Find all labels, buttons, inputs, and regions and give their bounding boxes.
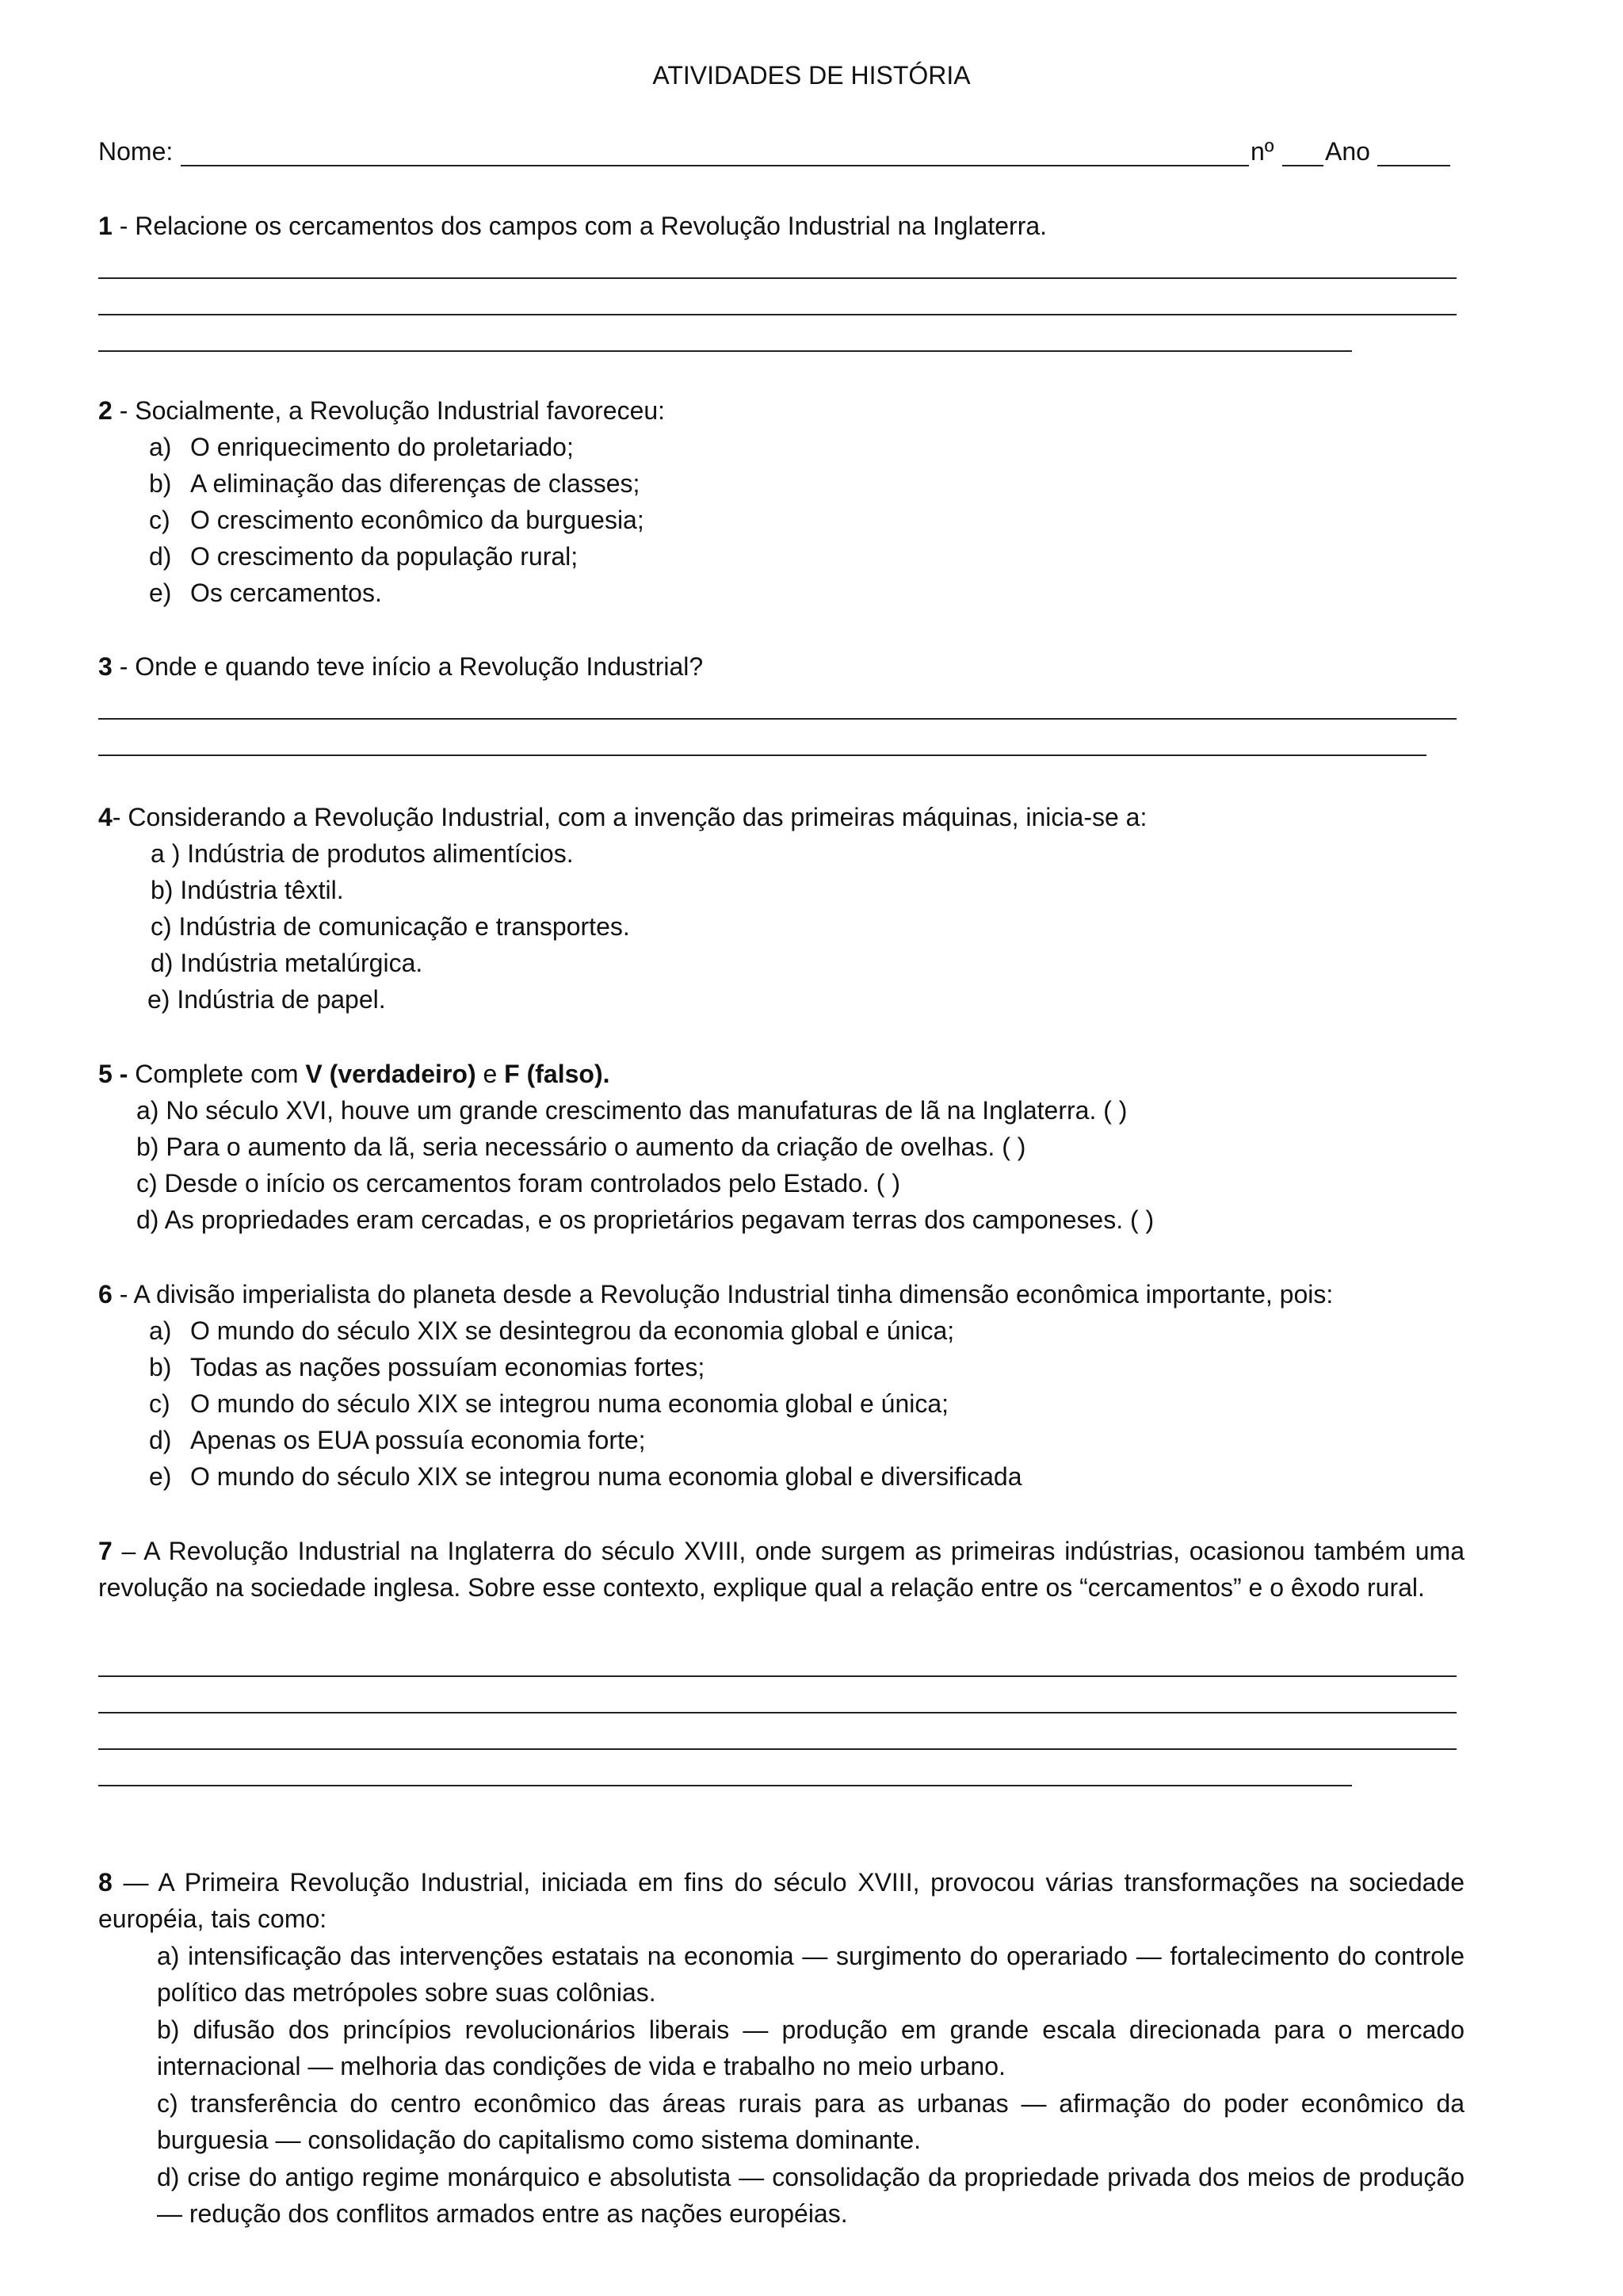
option-item bbox=[149, 1312, 954, 1349]
answer-line[interactable] bbox=[98, 277, 1457, 279]
question-5 bbox=[98, 1056, 610, 1092]
question-number: 8 bbox=[98, 1868, 113, 1897]
answer-line[interactable] bbox=[98, 1785, 1352, 1786]
option-item: d) Indústria metalúrgica. bbox=[151, 949, 423, 977]
option-text: O crescimento da população rural; bbox=[190, 542, 579, 571]
option-text: O enriquecimento do proletariado; bbox=[190, 433, 574, 461]
question-text: e bbox=[475, 1060, 505, 1088]
question-text: Complete com bbox=[128, 1060, 306, 1088]
option-item: b) Indústria têxtil. bbox=[151, 876, 344, 904]
option-label: a) bbox=[149, 1316, 172, 1345]
true-false-item: c) Desde o início os cercamentos foram controlados pelo Estado. ( ) bbox=[136, 1169, 900, 1198]
question-6 bbox=[98, 1276, 1333, 1312]
question-number: 1 bbox=[98, 212, 113, 240]
option-label: d) bbox=[149, 542, 172, 571]
question-text: - Considerando a Revolução Industrial, com a invenção das primeiras máquinas, inicia-se a: bbox=[112, 803, 1148, 831]
option-item: c) transferência do centro econômico das áreas rurais para as urbanas — afirmação do poder econômico da burguesia — consolidação do capitalismo como sistema dominante. bbox=[157, 2089, 1465, 2154]
true-label: V (verdadeiro) bbox=[305, 1060, 476, 1088]
question-3 bbox=[98, 648, 703, 685]
false-label: F (falso). bbox=[504, 1060, 610, 1088]
option-item: a ) Indústria de produtos alimentícios. bbox=[151, 839, 574, 868]
question-number: 3 bbox=[98, 652, 113, 681]
option-item bbox=[149, 538, 578, 575]
option-label: b) bbox=[149, 1353, 172, 1381]
option-text: O crescimento econômico da burguesia; bbox=[190, 506, 644, 534]
answer-line[interactable] bbox=[98, 314, 1457, 315]
option-text: Os cercamentos. bbox=[190, 579, 382, 607]
option-label: e) bbox=[149, 1462, 172, 1491]
option-item bbox=[149, 1422, 646, 1458]
answer-line[interactable] bbox=[98, 1675, 1457, 1677]
answer-line[interactable] bbox=[98, 1712, 1457, 1713]
option-item: e) Indústria de papel. bbox=[147, 985, 386, 1014]
name-label: Nome: bbox=[98, 137, 174, 166]
option-item: c) Indústria de comunicação e transportes. bbox=[151, 912, 630, 941]
answer-line[interactable] bbox=[98, 1748, 1457, 1750]
answer-line[interactable] bbox=[98, 718, 1457, 720]
option-item bbox=[149, 502, 644, 538]
option-label: d) bbox=[149, 1426, 172, 1454]
option-item: b) difusão dos princípios revolucionários liberais — produção em grande escala direcionada para o mercado internacional — melhoria das condições de vida e trabalho no meio urbano. bbox=[157, 2015, 1465, 2080]
true-false-item: d) As propriedades eram cercadas, e os proprietários pegavam terras dos camponeses. ( ) bbox=[136, 1205, 1155, 1234]
option-item bbox=[149, 1349, 705, 1385]
option-text: A eliminação das diferenças de classes; bbox=[190, 469, 640, 498]
option-label: a) bbox=[149, 433, 172, 461]
option-label: b) bbox=[149, 469, 172, 498]
question-text: - Socialmente, a Revolução Industrial favoreceu: bbox=[112, 396, 666, 425]
answer-line[interactable] bbox=[98, 755, 1426, 756]
true-false-item: a) No século XVI, houve um grande crescimento das manufaturas de lã na Inglaterra. ( ) bbox=[136, 1096, 1128, 1125]
option-label: c) bbox=[149, 506, 170, 534]
option-text: Todas as nações possuíam economias fortes; bbox=[190, 1353, 705, 1381]
question-text: – A Revolução Industrial na Inglaterra do século XVIII, onde surgem as primeiras indústrias, ocasionou também uma revolução na sociedade inglesa. Sobre esse contexto, explique qual a relação entre os “cercamentos” e o êxodo rural. bbox=[98, 1537, 1465, 1602]
option-text: O mundo do século XIX se desintegrou da economia global e única; bbox=[190, 1316, 955, 1345]
answer-line[interactable] bbox=[98, 350, 1352, 352]
question-2 bbox=[98, 392, 665, 429]
option-text: O mundo do século XIX se integrou numa economia global e diversificada bbox=[190, 1462, 1022, 1491]
option-label: c) bbox=[149, 1389, 170, 1418]
question-8 bbox=[98, 1864, 1465, 1937]
question-text: - A divisão imperialista do planeta desde a Revolução Industrial tinha dimensão econômica importante, pois: bbox=[112, 1280, 1334, 1308]
question-number: 7 bbox=[98, 1537, 113, 1565]
option-text: O mundo do século XIX se integrou numa economia global e única; bbox=[190, 1389, 949, 1418]
option-item bbox=[149, 575, 382, 611]
true-false-item: b) Para o aumento da lã, seria necessário o aumento da criação de ovelhas. ( ) bbox=[136, 1133, 1026, 1161]
option-text: Apenas os EUA possuía economia forte; bbox=[190, 1426, 646, 1454]
question-number: 2 bbox=[98, 396, 113, 425]
question-number: 6 bbox=[98, 1280, 113, 1308]
page-title: ATIVIDADES DE HISTÓRIA bbox=[652, 61, 971, 90]
question-4 bbox=[98, 799, 1147, 835]
name-field[interactable] bbox=[181, 165, 1249, 166]
year-label: Ano bbox=[1325, 137, 1370, 166]
option-item: a) intensificação das intervenções estatais na economia — surgimento do operariado — fortalecimento do controle político das metrópoles sobre suas colônias. bbox=[157, 1942, 1465, 2007]
year-field[interactable] bbox=[1377, 165, 1450, 166]
question-number: 4 bbox=[98, 803, 113, 831]
question-1 bbox=[98, 208, 1047, 244]
option-item: d) crise do antigo regime monárquico e absolutista — consolidação da propriedade privada dos meios de produção — redução dos conflitos armados entre as nações européias. bbox=[157, 2163, 1465, 2228]
question-text: — A Primeira Revolução Industrial, iniciada em fins do século XVIII, provocou várias transformações na sociedade européia, tais como: bbox=[98, 1868, 1465, 1933]
option-item bbox=[149, 1458, 1022, 1495]
option-item bbox=[149, 429, 574, 465]
question-7 bbox=[98, 1533, 1465, 1606]
option-label: e) bbox=[149, 579, 172, 607]
number-label: nº bbox=[1251, 137, 1274, 166]
option-item bbox=[149, 465, 640, 502]
question-text: - Onde e quando teve início a Revolução Industrial? bbox=[112, 652, 704, 681]
question-text: - Relacione os cercamentos dos campos com a Revolução Industrial na Inglaterra. bbox=[112, 212, 1048, 240]
number-field[interactable] bbox=[1282, 165, 1323, 166]
question-number: 5 - bbox=[98, 1060, 128, 1088]
option-item bbox=[149, 1385, 949, 1422]
